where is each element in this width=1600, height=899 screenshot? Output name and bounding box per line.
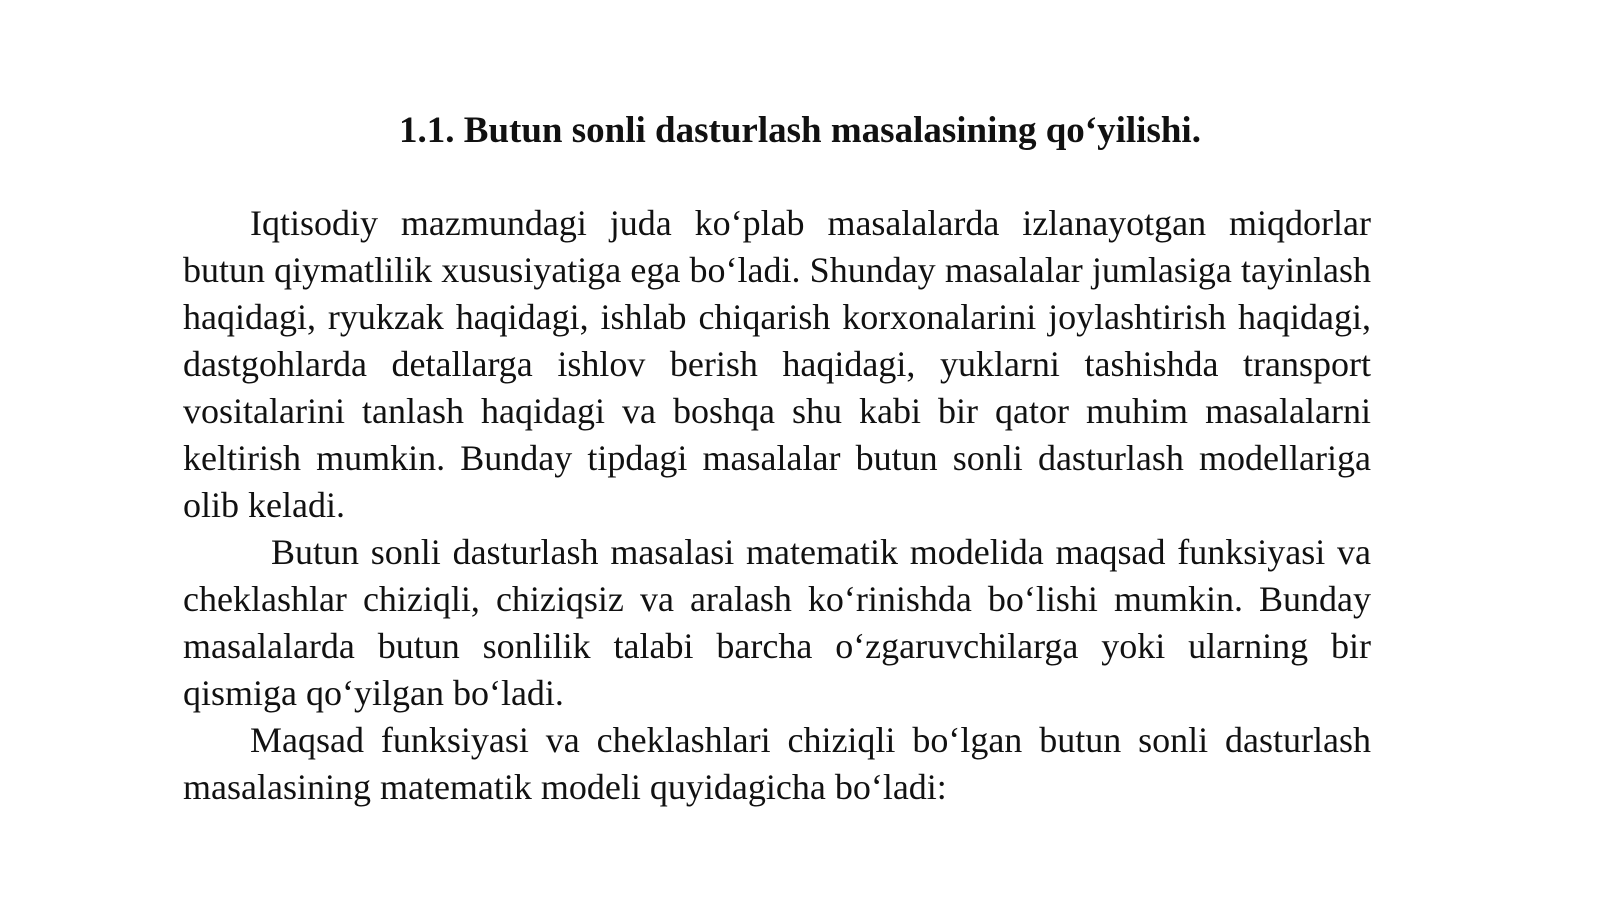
- paragraph-1: Iqtisodiy mazmundagi juda ko‘plab masalalarda izlanayotgan miqdorlar butun qiymatlilik xususiyatiga ega bo‘ladi. Shunday masalalar jumlasiga tayinlash haqidagi, ryukzak haqidagi, ishlab chiqarish korxonalarini joylashtirish haqidagi, dastgohlarda detallarga ishlov berish haqidagi, yuklarni tashishda transport vositalarini tanlash haqidagi va boshqa shu kabi bir qator muhim masalalarni keltirish mumkin. Bunday tipdagi masalalar butun sonli dasturlash modellariga olib keladi.: [183, 203, 1371, 525]
- section-heading: 1.1. Butun sonli dasturlash masalasining qo‘yilishi.: [399, 110, 1201, 151]
- paragraph-3: Maqsad funksiyasi va cheklashlari chiziqli bo‘lgan butun sonli dasturlash masalasining matematik modeli quyidagicha bo‘ladi:: [183, 720, 1371, 807]
- body-text: [183, 200, 1371, 811]
- paragraph-2: Butun sonli dasturlash masalasi matematik modelida maqsad funksiyasi va cheklashlar chiziqli, chiziqsiz va aralash ko‘rinishda bo‘lishi mumkin. Bunday masalalarda butun sonlilik talabi barcha o‘zgaruvchilarga yoki ularning bir qismiga qo‘yilgan bo‘ladi.: [183, 532, 1371, 713]
